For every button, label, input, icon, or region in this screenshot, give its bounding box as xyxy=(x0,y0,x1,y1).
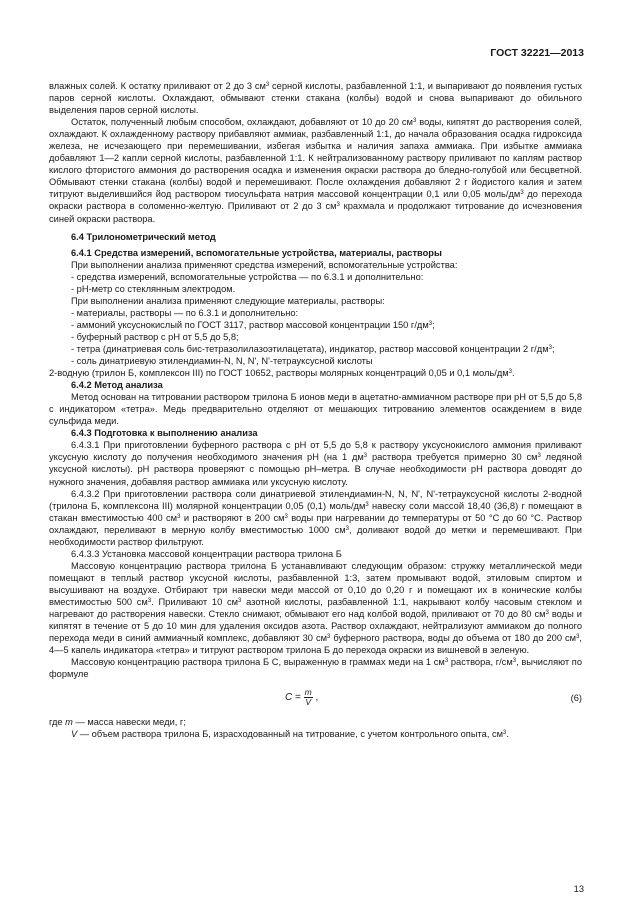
list-line: - соль динатриевую этилендиамин-N, N, N', N'-тетрауксусной кислоты xyxy=(71,356,373,367)
list-line: 2-водную (трилон Б, комплексон III) по ГОСТ 10652, растворы молярных концентраций 0,05 и 0,1 моль/$дм^3$. xyxy=(49,368,515,379)
paragraph-title: 6.4.3.3 Установка массовой концентрации раствора трилона Б xyxy=(71,548,342,559)
formula-number: (6) xyxy=(570,693,582,704)
paragraph: Остаток, полученный любым способом, охлаждают, добавляют от 10 до 20 $см^3$ воды, кипятят до растворения солей, охлаждают. К охлажденному раствору прибавляют аммиак, разбавленный 1:1, до начала образования осадка гидроксида железа, не исчезающего при перемешивании, избегая избытка и наличия запаха аммиака. При избытке аммиака добавляют 1—2 капли серной кислоты, разбавленной 1:1. К нейтрализованному раствору приливают по каплям раствор кислого фтористого аммония до растворения осадка и изменения окраски раствора до бледно-голубой или бесцветной. Обмывают стенки стакана (колбы) водой и перемешивают. После охлаждения добавляют 2 г йодистого калия и затем титруют выделившийся йод раствором тиосульфата натрия массовой концентрации 0,1 или 0,05 моль/$дм^3$ до перехода окраски раствора в соломенно-желтую. Приливают от 2 до 3 $см^3$ крахмала и продолжают титрование до исчезновения синей окраски раствора. xyxy=(49,117,582,224)
section-heading-6-4-1: 6.4.1 Средства измерений, вспомогательные устройства, материалы, растворы xyxy=(71,247,442,258)
paragraph: влажных солей. К остатку приливают от 2 до 3 $см^3$ серной кислоты, разбавленной 1:1, и выпаривают до появления густых паров серной кислоты. Охлаждают, обмывают стенки стакана (колбы) водой и снова выпаривают до обильного выделения паров серной кислоты. xyxy=(49,81,582,116)
page-number: 13 xyxy=(573,884,584,894)
paragraph: Метод основан на титровании раствором трилона Б ионов меди в ацетатно-аммиачном растворе при рН от 5,5 до 5,8 с индикатором «тетра». Медь предварительно отделяют от мешающих титрованию элементов осаждением в виде сульфида меди. xyxy=(49,392,582,427)
section-heading-6-4-3: 6.4.3 Подготовка к выполнению анализа xyxy=(71,428,258,439)
section-heading-6-4: 6.4 Трилонометрический метод xyxy=(71,231,216,242)
list-line: При выполнении анализа применяют средства измерений, вспомогательные устройства: xyxy=(71,259,458,270)
formula-expression: С = $\frac{m}{V}$ , xyxy=(285,687,319,708)
list-line: - буферный раствор с рН от 5,5 до 5,8; xyxy=(71,331,239,342)
formula-legend: V — объем раствора трилона Б, израсходованный на титрование, с учетом контрольного опыта, $см^3$. xyxy=(71,729,509,740)
paragraph: Массовую концентрацию раствора трилона Б устанавливают следующим образом: стружку металлической меди помещают в теплый раствор уксусной кислоты, разбавленной 1:3, затем промывают водой, этиловым спиртом и высушивают на воздухе. Отбирают три навески меди массой от 0,10 до 0,20 г и помещают их в конические колбы вместимостью 500 $см^3$. Приливают 10 $см^3$ азотной кислоты, разбавленной 1:1, накрывают колбу часовым стеклом и нагревают до растворения навески. Стекло снимают, обмывают его над колбой водой, приливают от 70 до 80 $см^3$ воды и кипятят в течение от 5 до 10 мин для удаления оксидов азота. Раствор охлаждают, нейтрализуют аммиаком до полного перехода меди в синий аммиачный комплекс, добавляют 30 $см^3$ буферного раствора, воды до объема от 180 до 200 $см^3$, 4—5 капель индикатора «тетра» и титруют раствором трилона Б до перехода окраски из вишневой в зеленую. xyxy=(49,560,583,656)
paragraph: Массовую концентрацию раствора трилона Б С, выраженную в граммах меди на 1 $см^3$ раствора, $г/см^3$, вычисляют по формуле xyxy=(49,657,583,680)
formula-legend: где m — масса навески меди, г; xyxy=(49,717,186,728)
formula-fraction: $\frac{m}{V}$ xyxy=(304,687,312,708)
paragraph: 6.4.3.2 При приготовлении раствора соли динатриевой этилендиамин-N, N, N', N'-тетрауксусной кислоты 2-водной (трилона Б, комплексона III) молярной концентрации 0,05 (0,1) моль/$дм^3$ навеску соли массой 18,40 (36,8) г помещают в стакан вместимостью 400 $см^3$ и растворяют в 200 $см^3$ воды при нагревании до температуры от 50 °С до 60 °С. Раствор охлаждают, переливают в мерную колбу вместимостью 1000 $см^3$, доливают водой до метки и перемешивают. При необходимости раствор фильтруют. xyxy=(49,488,582,547)
list-line: - аммоний уксуснокислый по ГОСТ 3117, раствор массовой концентрации 150 $г/дм^3$; xyxy=(71,319,435,330)
list-line: - материалы, растворы — по 6.3.1 и дополнительно: xyxy=(71,307,299,318)
section-heading-6-4-2: 6.4.2 Метод анализа xyxy=(71,380,163,391)
list-line: - рН-метр со стеклянным электродом. xyxy=(71,283,236,294)
paragraph: 6.4.3.1 При приготовлении буферного раствора с рН от 5,5 до 5,8 к раствору уксуснокислого аммония приливают уксусную кислоту до получения необходимого значения рН (на 1 $дм^3$ раствора требуется примерно 30 $см^3$ ледяной уксусной кислоты). рН раствора проверяют с помощью рН–метра. В случае необходимости рН раствора доводят до нужного значения, добавляя раствор аммиака или уксусную кислоту. xyxy=(49,440,582,487)
list-line: При выполнении анализа применяют следующие материалы, растворы: xyxy=(71,295,385,306)
list-line: - тетра (динатриевая соль бис-тетразолилазоэтилацетата), индикатор, раствор массовой концентрации 2 $г/дм^3$; xyxy=(71,343,555,354)
document-body xyxy=(49,80,582,740)
list-line: - средства измерений, вспомогательные устройства — по 6.3.1 и дополнительно: xyxy=(71,271,424,282)
document-header: ГОСТ 32221—2013 xyxy=(490,47,584,59)
formula-6 xyxy=(49,686,582,712)
